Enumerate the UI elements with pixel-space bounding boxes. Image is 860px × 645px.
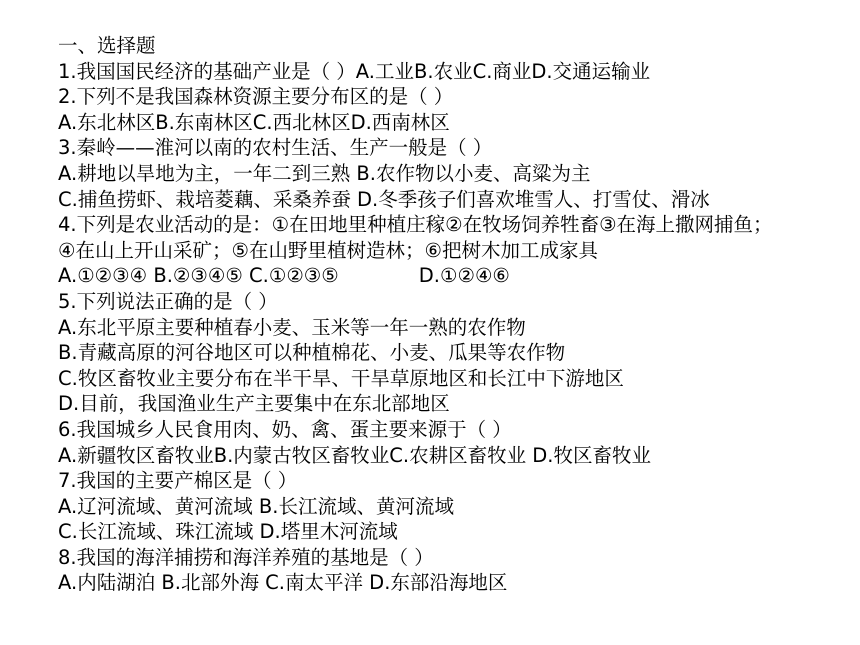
question-2-options: A.东北林区B.东南林区C.西北林区D.西南林区 — [58, 110, 450, 134]
question-5-option-a: A.东北平原主要种植春小麦、玉米等一年一熟的农作物 — [58, 315, 526, 339]
question-4-options — [58, 263, 858, 289]
question-8-options: A.内陆湖泊 B.北部外海 C.南太平洋 D.东部沿海地区 — [58, 571, 508, 595]
question-7-options-cd: C.长江流域、珠江流域 D.塔里木河流域 — [58, 520, 398, 544]
question-2: 2.下列不是我国森林资源主要分布区的是（ ） — [58, 85, 454, 109]
question-1: 1.我国国民经济的基础产业是（ ）A.工业B.农业C.商业D.交通运输业 — [58, 59, 651, 83]
question-8: 8.我国的海洋捕捞和海洋养殖的基地是（ ） — [58, 545, 434, 569]
question-4: 4.下列是农业活动的是：①在田地里种植庄稼②在牧场饲养牲畜③在海上撒网捕鱼； — [58, 213, 773, 237]
question-4-options-abc: A.①②③④ B.②③④⑤ C.①②③⑤ — [58, 264, 339, 288]
question-4-continued: ④在山上开山采矿；⑤在山野里植树造林；⑥把树木加工成家具 — [58, 238, 598, 262]
question-6: 6.我国城乡人民食用肉、奶、禽、蛋主要来源于（ ） — [58, 417, 512, 441]
question-5: 5.下列说法正确的是（ ） — [58, 289, 278, 313]
question-7: 7.我国的主要产棉区是（ ） — [58, 469, 298, 493]
question-6-options: A.新疆牧区畜牧业B.内蒙古牧区畜牧业C.农耕区畜牧业 D.牧区畜牧业 — [58, 443, 651, 467]
question-3-options-ab: A.耕地以旱地为主，一年二到三熟 B.农作物以小麦、高粱为主 — [58, 161, 591, 185]
question-7-options-ab: A.辽河流域、黄河流域 B.长江流域、黄河流域 — [58, 494, 454, 518]
section-title: 一、选择题 — [58, 34, 156, 57]
question-5-option-b: B.青藏高原的河谷地区可以种植棉花、小麦、瓜果等农作物 — [58, 341, 566, 365]
question-5-option-c: C.牧区畜牧业主要分布在半干旱、干旱草原地区和长江中下游地区 — [58, 366, 624, 390]
question-5-option-d: D.目前，我国渔业生产主要集中在东北部地区 — [58, 392, 450, 416]
question-3-options-cd: C.捕鱼捞虾、栽培菱藕、采桑养蚕 D.冬季孩子们喜欢堆雪人、打雪仗、滑冰 — [58, 187, 710, 211]
question-3: 3.秦岭——淮河以南的农村生活、生产一般是（ ） — [58, 136, 493, 160]
question-slide — [58, 33, 858, 596]
question-4-option-d: D.①②④⑥ — [418, 264, 510, 288]
